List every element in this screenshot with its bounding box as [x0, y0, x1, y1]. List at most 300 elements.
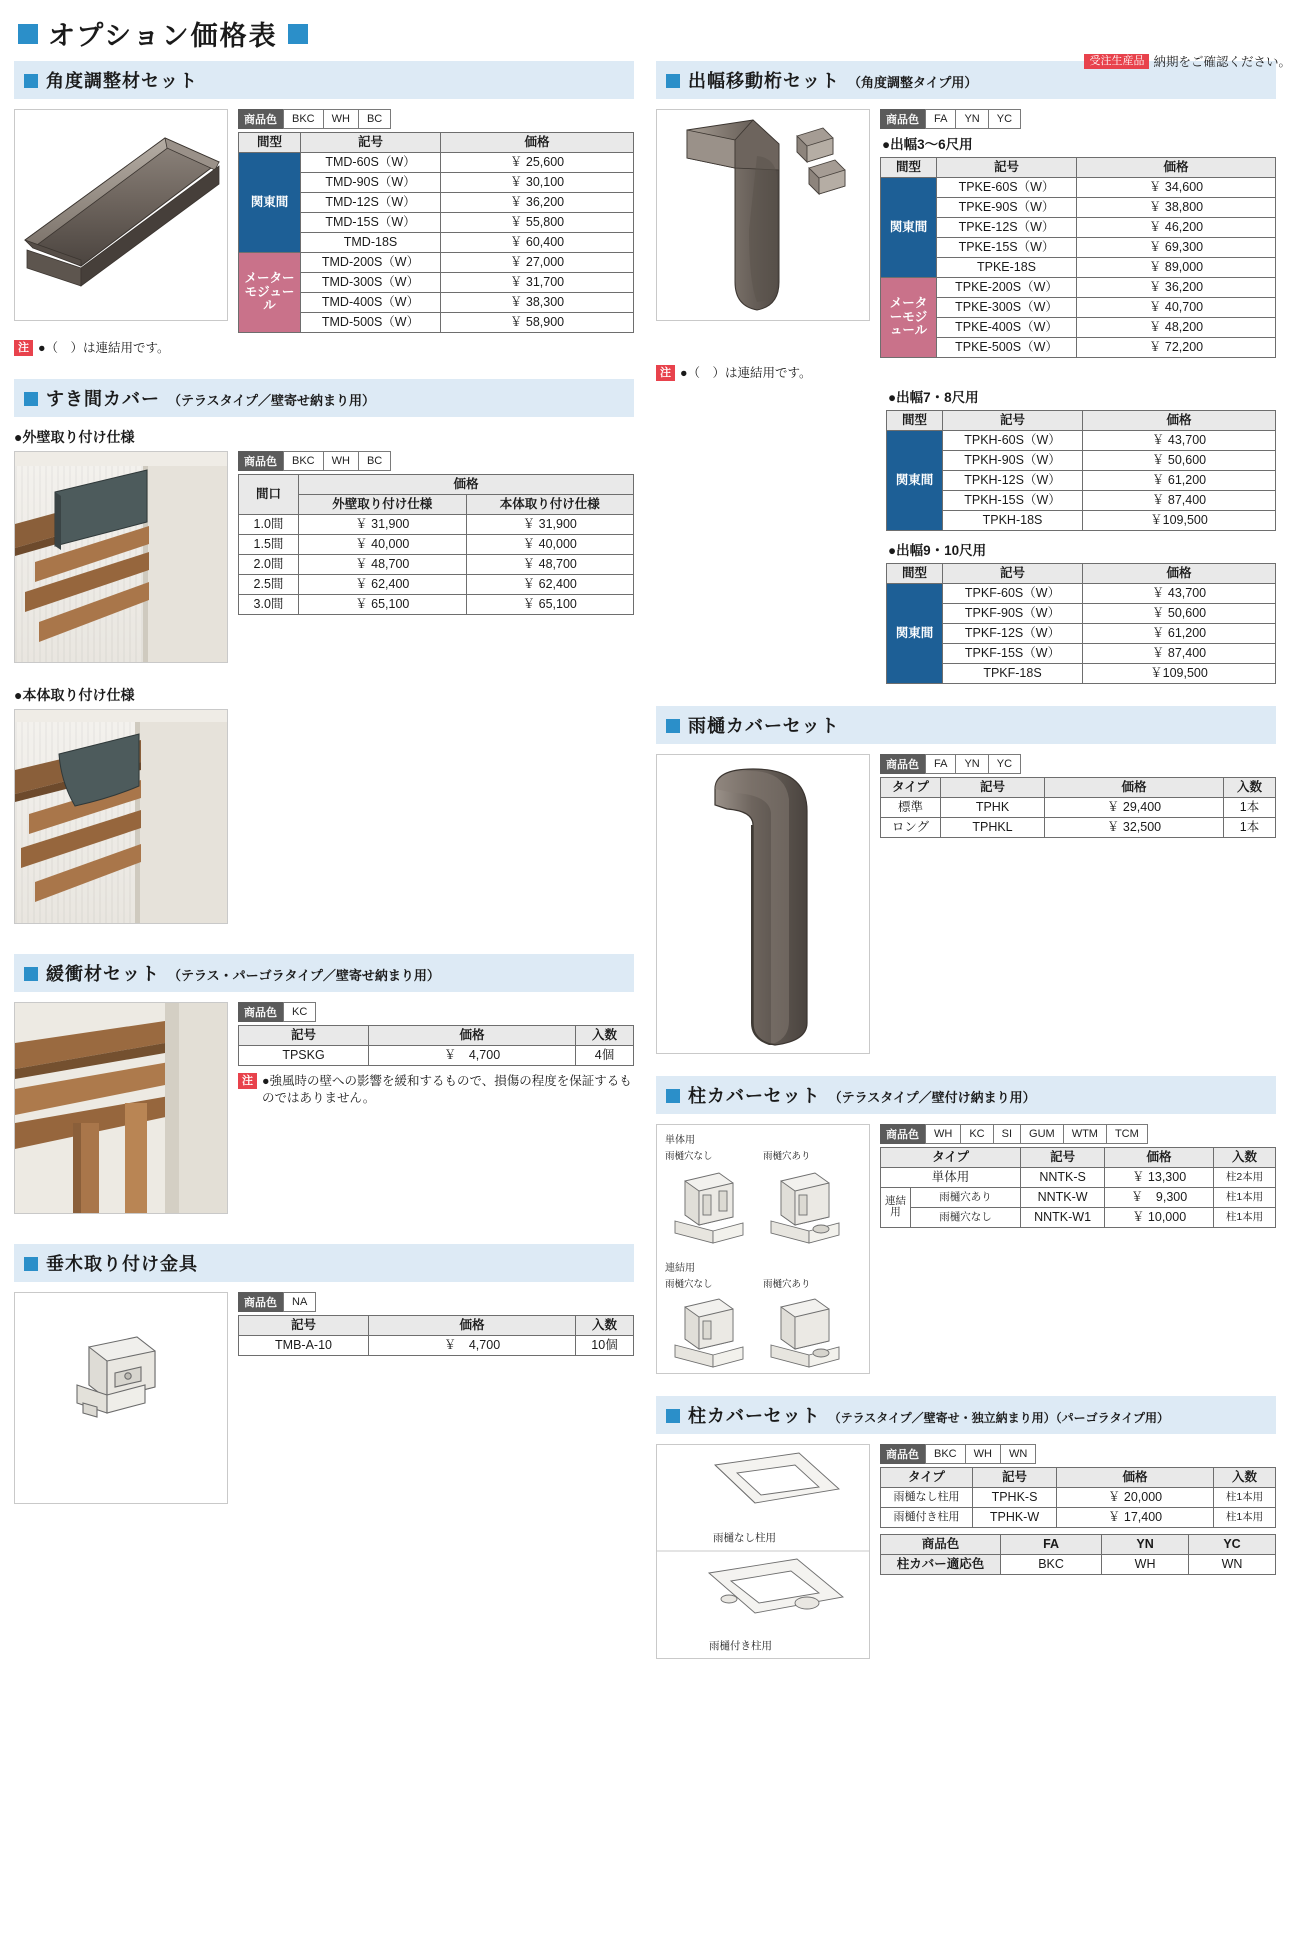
- table-row: [887, 623, 1276, 643]
- cell-color-3: WN: [1189, 1554, 1276, 1574]
- note-tag: 注: [14, 340, 33, 356]
- note-text: ●（ ）は連結用です。: [680, 366, 812, 380]
- table-row: [239, 574, 634, 594]
- row-group-kanto: 関東間: [887, 583, 943, 683]
- table-row: [887, 430, 1276, 450]
- table-beam-7-8: [886, 410, 1276, 531]
- cell-opening: 2.5間: [239, 574, 299, 594]
- note-cushion: [238, 1073, 634, 1107]
- square-marker-icon: [666, 1409, 680, 1423]
- page-title-text: オプション価格表: [48, 21, 278, 51]
- color-chip: WH: [324, 109, 359, 129]
- section-subtitle: （テラスタイプ／壁寄せ・独立納まり用）（パーゴラタイプ用）: [828, 1410, 1169, 1425]
- th-price: 価格: [369, 1025, 576, 1045]
- color-chip: SI: [994, 1124, 1021, 1144]
- th-price: 価格: [1045, 777, 1224, 797]
- table-row: [887, 470, 1276, 490]
- color-chip: YC: [989, 109, 1021, 129]
- color-chips-angle: [238, 109, 634, 129]
- cell-mark: TMD-200S（W）: [301, 253, 441, 273]
- section-title: すき間カバー: [46, 388, 160, 409]
- color-chip: KC: [283, 1002, 316, 1022]
- th-yc: YC: [1189, 1534, 1276, 1554]
- row-group-meter: メーターモジュール: [881, 278, 937, 358]
- cell-price: ￥ 4,700: [369, 1335, 576, 1355]
- table-row: [239, 514, 634, 534]
- cell-mark: TMD-500S（W）: [301, 313, 441, 333]
- cell-mark: TPKE-200S（W）: [937, 278, 1077, 298]
- cell-price: ￥ 55,800: [441, 213, 634, 233]
- cell-qty: 4個: [576, 1045, 634, 1065]
- section-title: 柱カバーセット: [688, 1405, 821, 1426]
- table-post-cover-color-match: [880, 1534, 1276, 1575]
- cell-type-sub: 雨樋穴あり: [911, 1187, 1021, 1207]
- section-subtitle: （テラスタイプ／壁寄せ納まり用）: [168, 392, 375, 408]
- spec-label-body: ●本体取り付け仕様: [14, 686, 135, 703]
- cell-price-1: ￥ 40,000: [299, 534, 467, 554]
- color-chip: BKC: [925, 1444, 966, 1464]
- color-chip: BC: [359, 109, 391, 129]
- cell-price: ￥ 43,700: [1083, 583, 1276, 603]
- cell-mark: TPKE-18S: [937, 258, 1077, 278]
- rafter-bracket-illustration: [14, 1292, 228, 1504]
- cell-mark: TMD-15S（W）: [301, 213, 441, 233]
- cell-mark: TPKE-500S（W）: [937, 338, 1077, 358]
- table-row: [887, 603, 1276, 623]
- cell-mark: TPHK: [941, 797, 1045, 817]
- beam-move-illustration: [656, 109, 870, 321]
- order-note-text: 納期をご確認ください。: [1153, 55, 1291, 69]
- cell-mark: TPKE-15S（W）: [937, 238, 1077, 258]
- square-marker-icon: [24, 392, 38, 406]
- color-chip: BKC: [283, 109, 324, 129]
- color-label: 商品色: [238, 1292, 283, 1312]
- table-row: [881, 218, 1276, 238]
- cell-price: ￥ 27,000: [441, 253, 634, 273]
- table-row: [887, 450, 1276, 470]
- table-row: [881, 338, 1276, 358]
- row-group-kanto: 関東間: [887, 430, 943, 530]
- group-label-9-10: ●出幅9・10尺用: [888, 542, 987, 558]
- cell-price-1: ￥ 65,100: [299, 594, 467, 614]
- table-row: [881, 1487, 1276, 1507]
- section-subtitle: （テラスタイプ／壁付け納まり用）: [828, 1089, 1036, 1105]
- color-label: 商品色: [238, 1002, 283, 1022]
- gap-cover-outer-photo: [14, 451, 228, 663]
- table-header-row: [887, 563, 1276, 583]
- gap-cover-body-photo: [14, 709, 228, 924]
- row-group-kanto: 関東間: [239, 153, 301, 253]
- cell-price: ￥ 9,300: [1105, 1187, 1214, 1207]
- cell-price: ￥ 32,500: [1045, 817, 1224, 837]
- cell-mark: TPKE-300S（W）: [937, 298, 1077, 318]
- table-row: [239, 1335, 634, 1355]
- section-heading-post-cover-1: [656, 1076, 1276, 1114]
- cell-qty: 1本: [1224, 817, 1276, 837]
- table-header-row: [881, 1147, 1276, 1167]
- angle-adjust-illustration: [14, 109, 228, 321]
- note-renketsu-beam: [656, 365, 1276, 382]
- cell-price: ￥ 87,400: [1083, 643, 1276, 663]
- color-chip: GUM: [1021, 1124, 1064, 1144]
- cell-qty: 10個: [576, 1335, 634, 1355]
- color-chip: KC: [961, 1124, 993, 1144]
- th-mark: 記号: [239, 1025, 369, 1045]
- section-title: 出幅移動桁セット: [688, 71, 840, 91]
- th-qty: 入数: [1214, 1147, 1276, 1167]
- section-subtitle: （テラス・パーゴラタイプ／壁寄せ納まり用）: [168, 967, 440, 983]
- color-chip: YN: [956, 754, 988, 774]
- th-price: 価格: [1077, 158, 1276, 178]
- cell-mark: TPKH-90S（W）: [943, 450, 1083, 470]
- svg-text:雨樋穴あり: 雨樋穴あり: [763, 1278, 811, 1290]
- color-chip: YC: [989, 754, 1021, 774]
- table-beam-9-10: [886, 563, 1276, 684]
- table-header-row: [881, 1467, 1276, 1487]
- cell-mark: TMD-400S（W）: [301, 293, 441, 313]
- cell-opening: 1.5間: [239, 534, 299, 554]
- table-row: [239, 253, 634, 273]
- table-row: [239, 153, 634, 173]
- th-yn: YN: [1102, 1534, 1189, 1554]
- cell-price-2: ￥ 48,700: [466, 554, 634, 574]
- th-price: 価格: [441, 133, 634, 153]
- section-subtitle: （角度調整タイプ用）: [848, 75, 978, 90]
- cell-type: 雨樋付き柱用: [881, 1507, 973, 1527]
- cell-opening: 3.0間: [239, 594, 299, 614]
- group-label-3-6: ●出幅3～6尺用: [882, 137, 973, 152]
- cell-price: ￥ 38,300: [441, 293, 634, 313]
- cell-type: ロング: [881, 817, 941, 837]
- cell-mark: TPKF-15S（W）: [943, 643, 1083, 663]
- cell-price: ￥ 25,600: [441, 153, 634, 173]
- th-price: 価格: [1083, 563, 1276, 583]
- th-qty: 入数: [1214, 1467, 1276, 1487]
- th-type: タイプ: [881, 777, 941, 797]
- table-row: [881, 178, 1276, 198]
- color-chip: WH: [324, 451, 359, 471]
- cell-price-2: ￥ 31,900: [466, 514, 634, 534]
- cell-price: ￥ 89,000: [1077, 258, 1276, 278]
- section-heading-angle-adjust: [14, 61, 634, 99]
- cell-price: ￥ 20,000: [1057, 1487, 1214, 1507]
- cell-price: ￥ 50,600: [1083, 450, 1276, 470]
- th-type: タイプ: [881, 1467, 973, 1487]
- cell-price: ￥ 61,200: [1083, 470, 1276, 490]
- cell-price: ￥ 69,300: [1077, 238, 1276, 258]
- table-header-row: [887, 410, 1276, 430]
- table-header-row: [881, 158, 1276, 178]
- color-chip: NA: [283, 1292, 316, 1312]
- color-chips-beam: [880, 109, 1276, 129]
- table-header-row: [239, 1025, 634, 1045]
- cell-mark: TMD-300S（W）: [301, 273, 441, 293]
- cell-qty: 柱1本用: [1214, 1207, 1276, 1227]
- color-chip: WTM: [1064, 1124, 1107, 1144]
- th-product-color: 商品色: [881, 1534, 1001, 1554]
- cell-price: ￥ 72,200: [1077, 338, 1276, 358]
- table-row: [887, 583, 1276, 603]
- th-span-type: 間型: [887, 563, 943, 583]
- table-angle-adjust: [238, 132, 634, 333]
- group-label-7-8: ●出幅7・8尺用: [888, 389, 979, 405]
- cell-price-2: ￥ 40,000: [466, 534, 634, 554]
- cell-mark: TPKF-90S（W）: [943, 603, 1083, 623]
- square-marker-icon: [666, 74, 680, 88]
- cell-price: ￥109,500: [1083, 663, 1276, 683]
- th-price: 価格: [1105, 1147, 1214, 1167]
- cell-type-group: 連結用: [881, 1187, 911, 1227]
- square-marker-icon-2: [288, 24, 308, 44]
- section-heading-gutter-cover: [656, 706, 1276, 744]
- color-chip: BC: [359, 451, 391, 471]
- cell-mark: TPKH-12S（W）: [943, 470, 1083, 490]
- table-row: [239, 534, 634, 554]
- table-header-row: [239, 1315, 634, 1335]
- table-row: [881, 298, 1276, 318]
- section-title: 柱カバーセット: [688, 1085, 821, 1106]
- cell-price: ￥ 4,700: [369, 1045, 576, 1065]
- cell-price: ￥ 17,400: [1057, 1507, 1214, 1527]
- th-mark: 記号: [937, 158, 1077, 178]
- cell-mark: TPHK-W: [973, 1507, 1057, 1527]
- th-qty: 入数: [576, 1025, 634, 1045]
- color-chips-gutter: [880, 754, 1276, 774]
- page-title: [0, 0, 1305, 53]
- cell-qty: 柱2本用: [1214, 1167, 1276, 1187]
- color-chips-post-2: [880, 1444, 1276, 1464]
- cell-price-2: ￥ 62,400: [466, 574, 634, 594]
- fig-label-no-gutter: 雨樋なし柱用: [713, 1531, 776, 1544]
- table-row: [881, 1207, 1276, 1227]
- th-mark: 記号: [239, 1315, 369, 1335]
- table-post-cover-1: [880, 1147, 1276, 1228]
- square-marker-icon: [18, 24, 38, 44]
- color-label: 商品色: [880, 1444, 925, 1464]
- cell-price: ￥ 48,200: [1077, 318, 1276, 338]
- section-heading-gap-cover: [14, 379, 634, 417]
- table-gutter-cover: [880, 777, 1276, 838]
- table-header-row: [881, 1534, 1276, 1554]
- th-span-type: 間型: [239, 133, 301, 153]
- cell-mark: TPKE-12S（W）: [937, 218, 1077, 238]
- table-row: [881, 1554, 1276, 1574]
- table-row: [881, 238, 1276, 258]
- color-label: 商品色: [238, 451, 283, 471]
- cell-type: 単体用: [881, 1167, 1021, 1187]
- cell-price-2: ￥ 65,100: [466, 594, 634, 614]
- cell-price: ￥ 36,200: [1077, 278, 1276, 298]
- color-chip: BKC: [283, 451, 324, 471]
- cell-mark: TPKE-400S（W）: [937, 318, 1077, 338]
- note-renketsu-angle: [14, 340, 634, 357]
- cushion-photo: [14, 1002, 228, 1214]
- table-header-row-2: [239, 494, 634, 514]
- cell-price-1: ￥ 48,700: [299, 554, 467, 574]
- cell-price: ￥ 31,700: [441, 273, 634, 293]
- th-mark: 記号: [943, 410, 1083, 430]
- cell-mark: TPKF-18S: [943, 663, 1083, 683]
- table-beam-3-6: [880, 157, 1276, 358]
- color-label: 商品色: [880, 754, 925, 774]
- svg-text:雨樋穴あり: 雨樋穴あり: [763, 1150, 811, 1162]
- cell-price: ￥ 13,300: [1105, 1167, 1214, 1187]
- note-text: ●強風時の壁への影響を緩和するもので、損傷の程度を保証するものではありません。: [262, 1073, 632, 1105]
- th-mark: 記号: [1021, 1147, 1105, 1167]
- section-title: 緩衝材セット: [46, 963, 160, 984]
- color-chip: TCM: [1107, 1124, 1148, 1144]
- th-fa: FA: [1001, 1534, 1102, 1554]
- square-marker-icon: [24, 1257, 38, 1271]
- cell-mark: TPHKL: [941, 817, 1045, 837]
- cell-mark: NNTK-W1: [1021, 1207, 1105, 1227]
- cell-price: ￥ 87,400: [1083, 490, 1276, 510]
- status-badge: 受注生産品: [1084, 54, 1149, 69]
- th-mark: 記号: [941, 777, 1045, 797]
- cell-mark: TPKH-18S: [943, 510, 1083, 530]
- spec-label-outer-wall: ●外壁取り付け仕様: [14, 428, 135, 445]
- row-group-kanto: 関東間: [881, 178, 937, 278]
- color-chip: YN: [956, 109, 988, 129]
- table-rafter-bracket: [238, 1315, 634, 1356]
- color-chip: WH: [925, 1124, 961, 1144]
- section-heading-post-cover-2: [656, 1396, 1276, 1434]
- th-price: 価格: [1057, 1467, 1214, 1487]
- th-opening: 間口: [239, 474, 299, 514]
- cell-type: 標準: [881, 797, 941, 817]
- color-chip: FA: [925, 754, 956, 774]
- cell-mark: TMB-A-10: [239, 1335, 369, 1355]
- note-tag: 注: [656, 365, 675, 381]
- cell-price: ￥ 36,200: [441, 193, 634, 213]
- cell-qty: 1本: [1224, 797, 1276, 817]
- cell-mark: TPKF-60S（W）: [943, 583, 1083, 603]
- cell-opening: 2.0間: [239, 554, 299, 574]
- table-header-row: [239, 133, 634, 153]
- cell-price: ￥ 38,800: [1077, 198, 1276, 218]
- cell-qty: 柱1本用: [1214, 1487, 1276, 1507]
- cell-mark: NNTK-S: [1021, 1167, 1105, 1187]
- note-tag: 注: [238, 1073, 257, 1089]
- cell-price: ￥ 10,000: [1105, 1207, 1214, 1227]
- cell-color-2: WH: [1102, 1554, 1189, 1574]
- square-marker-icon: [24, 967, 38, 981]
- color-chips-sukima: [238, 451, 634, 471]
- table-header-row: [239, 474, 634, 494]
- cell-mark: TPSKG: [239, 1045, 369, 1065]
- cell-price: ￥ 43,700: [1083, 430, 1276, 450]
- svg-text:雨樋穴なし: 雨樋穴なし: [665, 1278, 713, 1290]
- cell-price-1: ￥ 31,900: [299, 514, 467, 534]
- right-column: [656, 61, 1276, 1659]
- cell-mark: TPKH-15S（W）: [943, 490, 1083, 510]
- table-row: [881, 1167, 1276, 1187]
- table-row: [881, 1187, 1276, 1207]
- cell-price: ￥ 50,600: [1083, 603, 1276, 623]
- th-qty: 入数: [1224, 777, 1276, 797]
- color-label: 商品色: [880, 109, 925, 129]
- cell-mark: TPKF-12S（W）: [943, 623, 1083, 643]
- note-text: ●（ ）は連結用です。: [38, 341, 170, 355]
- table-row: [881, 817, 1276, 837]
- fig-label-single: 単体用: [665, 1134, 695, 1146]
- color-chip: WH: [966, 1444, 1001, 1464]
- section-title: 角度調整材セット: [46, 71, 198, 91]
- cell-mark: TPKH-60S（W）: [943, 430, 1083, 450]
- table-row: [881, 258, 1276, 278]
- th-type: タイプ: [881, 1147, 1021, 1167]
- cell-opening: 1.0間: [239, 514, 299, 534]
- table-post-cover-2: [880, 1467, 1276, 1528]
- color-chip: FA: [925, 109, 956, 129]
- color-label: 商品色: [238, 109, 283, 129]
- cell-price: ￥109,500: [1083, 510, 1276, 530]
- cell-price-1: ￥ 62,400: [299, 574, 467, 594]
- cell-row-label: 柱カバー適応色: [881, 1554, 1001, 1574]
- table-row: [887, 510, 1276, 530]
- section-heading-cushion: [14, 954, 634, 992]
- table-row: [887, 490, 1276, 510]
- section-title: 雨樋カバーセット: [688, 715, 840, 736]
- cell-mark: TMD-60S（W）: [301, 153, 441, 173]
- cell-type-sub: 雨樋穴なし: [911, 1207, 1021, 1227]
- cell-price: ￥ 34,600: [1077, 178, 1276, 198]
- th-mark: 記号: [973, 1467, 1057, 1487]
- cell-mark: TPKE-90S（W）: [937, 198, 1077, 218]
- cell-mark: TPKE-60S（W）: [937, 178, 1077, 198]
- gutter-cover-illustration: [656, 754, 870, 1054]
- section-heading-rafter-bracket: [14, 1244, 634, 1282]
- th-span-type: 間型: [881, 158, 937, 178]
- table-row: [881, 797, 1276, 817]
- row-group-meter: メーターモジュール: [239, 253, 301, 333]
- th-body-spec: 本体取り付け仕様: [466, 494, 634, 514]
- th-mark: 記号: [301, 133, 441, 153]
- table-row: [881, 318, 1276, 338]
- fig-label-joint: 連結用: [665, 1262, 695, 1274]
- table-row: [239, 554, 634, 574]
- square-marker-icon: [666, 719, 680, 733]
- section-title: 垂木取り付け金具: [46, 1253, 198, 1274]
- cell-qty: 柱1本用: [1214, 1187, 1276, 1207]
- th-outer-wall-spec: 外壁取り付け仕様: [299, 494, 467, 514]
- cell-mark: TPHK-S: [973, 1487, 1057, 1507]
- post-cover-2-illustration: [656, 1444, 870, 1659]
- table-row: [887, 663, 1276, 683]
- color-label: 商品色: [880, 1124, 925, 1144]
- color-chips-cushion: [238, 1002, 634, 1022]
- left-column: [14, 61, 634, 1659]
- table-row: [239, 594, 634, 614]
- table-row: [881, 278, 1276, 298]
- table-row: [881, 198, 1276, 218]
- table-header-row: [881, 777, 1276, 797]
- color-chip: WN: [1001, 1444, 1036, 1464]
- color-chips-post-1: [880, 1124, 1276, 1144]
- order-production-note: [1084, 52, 1291, 70]
- fig-label-with-gutter: 雨樋付き柱用: [709, 1639, 772, 1652]
- svg-text:雨樋穴なし: 雨樋穴なし: [665, 1150, 713, 1162]
- square-marker-icon: [666, 1089, 680, 1103]
- cell-mark: TMD-12S（W）: [301, 193, 441, 213]
- th-price: 価格: [299, 474, 634, 494]
- cell-mark: TMD-18S: [301, 233, 441, 253]
- cell-price: ￥ 40,700: [1077, 298, 1276, 318]
- table-row: [239, 1045, 634, 1065]
- th-span-type: 間型: [887, 410, 943, 430]
- cell-price: ￥ 46,200: [1077, 218, 1276, 238]
- table-row: [887, 643, 1276, 663]
